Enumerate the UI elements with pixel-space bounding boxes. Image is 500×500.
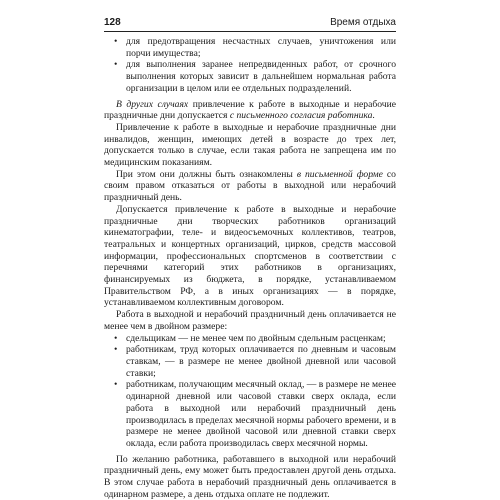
paragraph: По желанию работника, работавшего в выходной или нерабочий праздничный день, ему может быть предоставлен другой день отдыха. В этом случае работа в нерабочий праздничный день оплачивается в одинарном размере, а день отдыха оплате не подлежит. [104,453,396,500]
text-run: привлечение к работе в выходные и нерабочие праздничные дни допускается [104,98,396,122]
text-run: При этом они должны быть ознакомлены [116,168,297,180]
list-item: • для предотвращения несчастных случаев, уничтожения или порчи имущества; [104,36,396,59]
text-run: . [372,110,375,122]
list-item: • сдельщикам — не менее чем по двойным сдельным расценкам; [104,333,396,345]
paragraph [104,99,396,122]
paragraph: Работа в выходной и нерабочий праздничный день оплачивается не менее чем в двойном размере: [104,309,396,332]
page-body [104,36,396,500]
emphasis: в письменной форме [296,168,383,180]
paragraph: Допускается привлечение к работе в выходные и нерабочие праздничные дни творческих работников организаций кинематографии, теле- и видеосъемочных коллективов, театров, театральных и концертных организаций, цирков, средств массовой информации, профессиональных спортсменов в соответствии с перечнями категорий этих работников в организациях, финансируемых из бюджета, в порядке, устанавливаемом Правительством РФ, а в иных организациях — в порядке, устанавливаемом коллективным договором. [104,203,396,309]
paragraph [104,169,396,204]
list-item: • для выполнения заранее непредвиденных работ, от срочного выполнения которых зависит в дальнейшем нормальная работа организации в целом или ее отдельных подразделений. [104,59,396,94]
list-item: • работникам, получающим месячный оклад, — в размере не менее одинарной дневной или часовой ставки сверх оклада, если работа в выходной или нерабочий праздничный день производилась в пределах месячной нормы рабочего времени, и в размере не менее двойной часовой или дневной ставки сверх оклада, если работа производилась сверх месячной нормы. [104,379,396,449]
page-header [104,17,396,32]
page-number: 128 [104,17,121,28]
bullet-list-1 [104,36,396,95]
text-run: со своим правом отказаться от работы в выходной или нерабочий праздничный день. [104,168,396,204]
list-item: • работникам, труд которых оплачивается по дневным и часовым ставкам, — в размере не менее двойной дневной или часовой ставки; [104,344,396,379]
bullet-list-2 [104,333,396,450]
running-title: Время отдыха [330,17,396,28]
emphasis: с письменного согласия работника [229,110,373,122]
paragraph: Привлечение к работе в выходные и нерабочие праздничные дни инвалидов, женщин, имеющих детей в возрасте до трех лет, допускается только в случае, если такая работа не запрещена им по медицинским показаниям. [104,121,396,169]
emphasis: В других случаях [116,98,189,110]
